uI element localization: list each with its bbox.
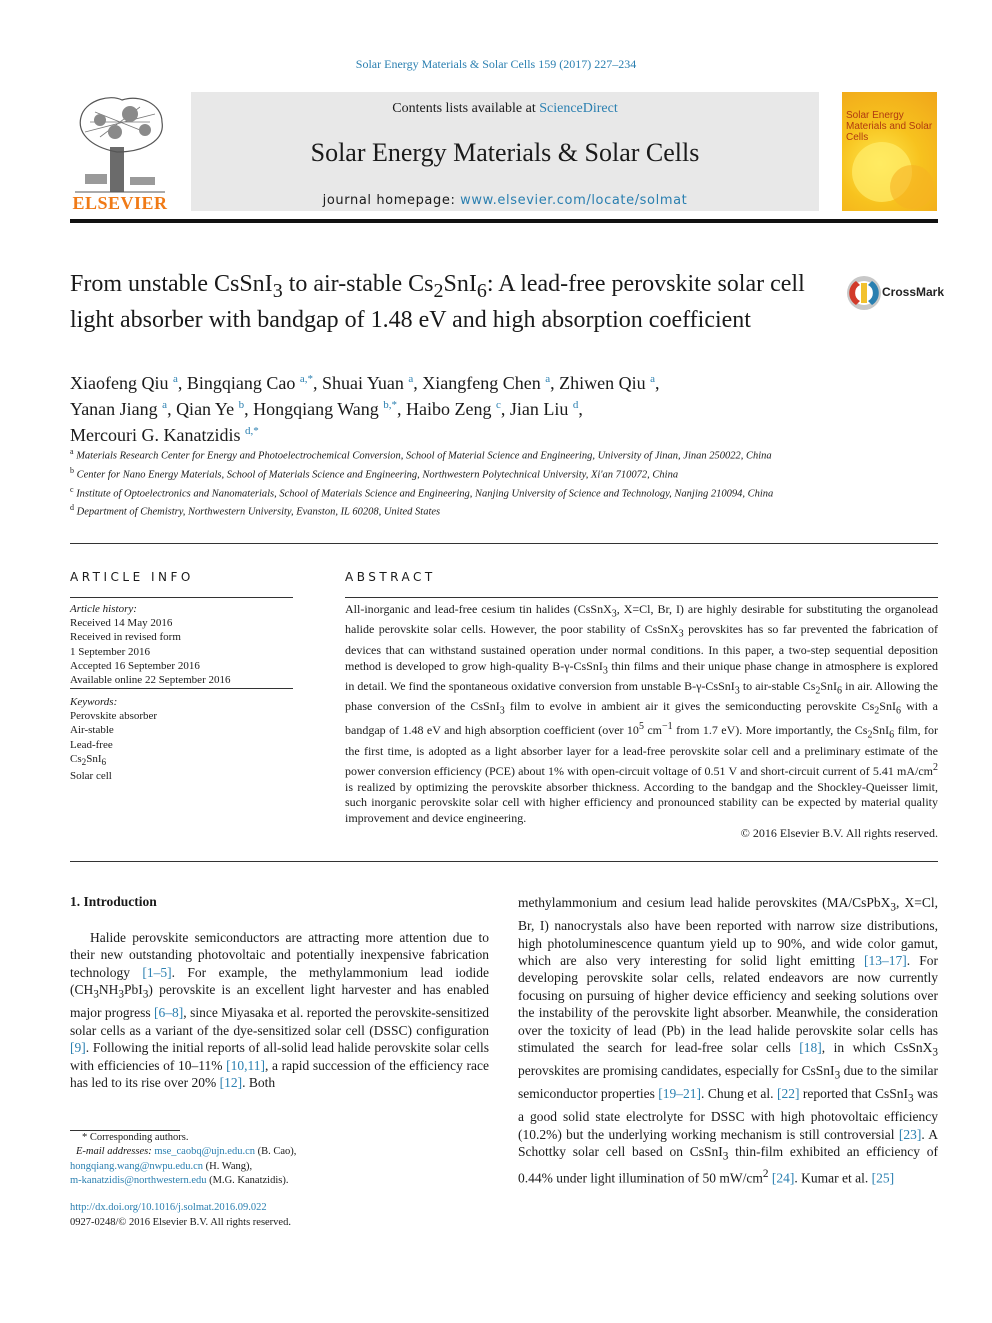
affiliation: [70, 483, 830, 502]
author-separator: ,: [397, 399, 407, 419]
keyword: Lead-free: [70, 738, 113, 751]
issn-line: 0927-0248/© 2016 Elsevier B.V. All rights reserved.: [70, 1217, 291, 1228]
author-separator: ,: [413, 373, 423, 393]
history-item: Received in revised form: [70, 631, 181, 644]
author-name[interactable]: Haibo Zeng: [406, 399, 492, 419]
keywords: [70, 695, 300, 783]
history-item: Accepted 16 September 2016: [70, 659, 200, 672]
doi-link[interactable]: http://dx.doi.org/10.1016/j.solmat.2016.09.022: [70, 1202, 267, 1213]
author-separator: ,: [578, 399, 583, 419]
keyword: Solar cell: [70, 770, 112, 783]
author-affiliation-mark[interactable]: d: [572, 399, 579, 411]
footnotes: [70, 1131, 490, 1189]
author-affiliation-mark[interactable]: a: [162, 399, 168, 411]
journal-homepage-link[interactable]: www.elsevier.com/locate/solmat: [460, 193, 688, 208]
abstract-divider: [345, 597, 938, 598]
email-line: m-kanatzidis@northwestern.edu (M.G. Kanatzidis).: [70, 1175, 289, 1187]
title-part: SnI: [443, 271, 477, 297]
author-name[interactable]: Xiaofeng Qiu: [70, 373, 169, 393]
author-affiliation-mark[interactable]: a,*: [299, 373, 314, 385]
contents-prefix: Contents lists available at: [392, 101, 540, 116]
keywords-divider: [70, 688, 293, 689]
affiliation-mark: b: [70, 465, 74, 475]
citation-link[interactable]: [23]: [898, 1126, 922, 1142]
author-name[interactable]: Qian Ye: [176, 399, 235, 419]
author-name[interactable]: Zhiwen Qiu: [559, 373, 646, 393]
citation-link[interactable]: [13–17]: [864, 952, 907, 968]
author-affiliation-mark[interactable]: a: [408, 373, 414, 385]
keyword: Air-stable: [70, 724, 114, 737]
citation-link[interactable]: [25]: [871, 1170, 895, 1186]
author-affiliation-mark[interactable]: a: [172, 373, 178, 385]
homepage-line: [191, 193, 819, 208]
author-affiliation-mark[interactable]: d,*: [244, 425, 259, 437]
email-line: hongqiang.wang@nwpu.edu.cn (H. Wang),: [70, 1160, 253, 1172]
citation-link[interactable]: [1–5]: [142, 964, 172, 980]
affiliation: [70, 501, 830, 520]
history-item: 1 September 2016: [70, 645, 151, 658]
author-separator: ,: [167, 399, 177, 419]
citation-link[interactable]: [22]: [776, 1086, 800, 1102]
affiliation: [70, 445, 830, 464]
abstract-copyright: © 2016 Elsevier B.V. All rights reserved.: [740, 826, 938, 840]
affiliation-mark: a: [70, 447, 74, 456]
author-affiliation-mark[interactable]: a: [650, 373, 655, 385]
title-part: From unstable CsSnI: [70, 271, 273, 297]
author-separator: ,: [244, 399, 254, 419]
keyword-subscript: 2: [81, 757, 87, 767]
title-part: to air-stable Cs: [282, 271, 434, 297]
homepage-prefix: journal homepage:: [322, 193, 461, 208]
citation-link[interactable]: [9]: [70, 1040, 86, 1056]
author-affiliation-mark[interactable]: b: [238, 399, 245, 411]
history-item: Received 14 May 2016: [70, 617, 173, 630]
header-divider: [70, 219, 938, 223]
title-part: : A lead-free perovskite solar cell light absorber with bandgap of 1.48 eV and high absorption coefficient: [70, 271, 805, 333]
author-name[interactable]: Mercouri G. Kanatzidis: [70, 425, 241, 445]
affiliation-mark: d: [70, 503, 74, 513]
citation-link[interactable]: [6–8]: [154, 1005, 184, 1021]
affiliation-text: Institute of Optoelectronics and Nanomaterials, School of Materials Science and Engineering, Nanjing University of Science and Technology, Nanjing 210094, China: [76, 488, 774, 500]
article-info-heading: ARTICLE INFO: [70, 570, 194, 584]
journal-name: Solar Energy Materials & Solar Cells: [310, 138, 700, 167]
author-name[interactable]: Yanan Jiang: [70, 399, 158, 419]
author-name[interactable]: Xiangfeng Chen: [422, 373, 541, 393]
citation-link[interactable]: [10,11]: [226, 1057, 265, 1073]
email-line: E-mail addresses: mse_caobq@ujn.edu.cn (B. Cao),: [76, 1146, 297, 1158]
journal-reference[interactable]: Solar Energy Materials & Solar Cells 159 (2017) 227–234: [355, 57, 637, 71]
author-list: [70, 368, 870, 446]
keyword: Perovskite absorber: [70, 710, 158, 723]
citation-link[interactable]: [12]: [219, 1074, 243, 1090]
author-affiliation-mark[interactable]: a: [545, 373, 551, 385]
title-subscript: 2: [433, 279, 444, 302]
corresponding-note: * Corresponding authors.: [82, 1132, 189, 1143]
citation-link[interactable]: [24]: [771, 1170, 795, 1186]
abstract-heading: ABSTRACT: [345, 570, 436, 584]
author-affiliation-mark[interactable]: b,*: [383, 399, 398, 411]
introduction-heading: 1. Introduction: [70, 894, 157, 909]
keyword-part: SnI: [86, 752, 102, 765]
sciencedirect-link[interactable]: ScienceDirect: [539, 101, 618, 116]
abstract-end-divider: [70, 861, 938, 862]
affiliation-text: Center for Nano Energy Materials, School of Materials Science and Engineering, Northwestern Polytechnical University, Xi'an 710072, China: [76, 469, 679, 481]
citation-link[interactable]: [19–21]: [658, 1086, 702, 1102]
email-link[interactable]: mse_caobq@ujn.edu.cn: [154, 1146, 256, 1158]
abstract-text: All-inorganic and lead-free cesium tin halides (CsSnX$_3$, X=Cl, Br, I) are highly desirable for substituting the organolead halide perovskite solar cells. However, the poor stability of CsSnX$_3$ perovskites has so far prevented the fabrication of devices that can withstand sustained operation under normal conditions. In this paper, a two-step sequential deposition method is developed to grow high-quality B-γ-CsSnI$_3$ thin films and their unique phase change in atmosphere is explored in detail. We find the spontaneous oxidative conversion from unstable B-γ-CsSnI$_3$ to air-stable $Cs_2SnI_6$ in air. Allowing the phase conversion of the CsSnI$_3$ film to evolve in ambient air it gives the semiconducting perovskite $Cs_2SnI_6$ with a bandgap of 1.48 eV and high absorption coefficient (over $10^5$ $cm^{-1}$ from 1.7 eV). More importantly, the $Cs_2SnI_6$ film, for the first time, is adopted as a light absorber layer for a lead-free perovskite solar cell and a preliminary estimate of the power conversion efficiency (PCE) about 1% with open-circuit voltage of 0.51 V and short-circuit current of 5.41 $mA/cm^2$ is realized by optimizing the perovskite absorber thickness. According to the bandgap and the Shockley-Queisser limit, such inorganic perovskite solar cell with higher efficiency and pronounced stability can be expected by material quality improvement and device engineering.: [345, 602, 939, 826]
author-separator: ,: [654, 373, 660, 393]
affiliation-mark: c: [70, 484, 74, 494]
title-subscript: 3: [272, 279, 283, 302]
author-separator: ,: [313, 373, 323, 393]
keyword-subscript: 6: [101, 757, 107, 767]
author-separator: ,: [550, 373, 560, 393]
affiliation-text: Department of Chemistry, Northwestern University, Evanston, IL 60208, United States: [76, 506, 441, 518]
author-separator: ,: [500, 399, 510, 419]
author-name[interactable]: Jian Liu: [509, 399, 569, 419]
article-info-divider: [70, 597, 293, 598]
contents-line: [191, 101, 819, 117]
author-name[interactable]: Hongqiang Wang: [253, 399, 379, 419]
crossmark-label[interactable]: CrossMark: [882, 285, 945, 299]
keyword: [70, 752, 300, 769]
keywords-label: Keywords:: [70, 696, 118, 708]
author-name[interactable]: Shuai Yuan: [322, 373, 404, 393]
publisher-logo-text: ELSEVIER: [72, 193, 168, 213]
email-link[interactable]: m-kanatzidis@northwestern.edu: [70, 1175, 207, 1187]
cover-title: Solar Energy Materials and Solar Cells: [846, 110, 933, 143]
title-divider: [70, 543, 938, 544]
crossmark-icon[interactable]: [846, 275, 882, 311]
citation-link[interactable]: [18]: [799, 1039, 822, 1055]
author-separator: ,: [177, 373, 187, 393]
author-affiliation-mark[interactable]: c: [496, 399, 501, 411]
keyword-part: Cs: [70, 752, 82, 765]
intro-paragraph-right: methylammonium and cesium lead halide perovskites (MA/CsPbX$_3$, X=Cl, Br, I) nanocrystals also have been reported with narrow size distributions, high photoluminescence quantum yield up to 90%, and wide color gamut, which are also very interesting for solid light emitting [13–17]. For developing perovskite solar cells, related endeavors are now currently focusing on pursuing of higher device efficiency and seeking solutions over the instability of the perovskite light absorber. Meanwhile, the consideration over the toxicity of lead (Pb) in the lead halide perovskite solar cells has stimulated the search for lead-free solar cells [18], in which CsSnX$_3$ perovskites are promising candidates, especially for CsSnI$_3$ due to the similar semiconductor properties [19–21]. Chung et al. [22] reported that CsSnI$_3$ was a good solid state electrolyte for DSSC with high photovoltaic efficiency (10.2%) but the underlying working mechanism is still controversial [23]. A Schottky solar cell based on CsSnI$_3$ thin-film exhibited an efficiency of 0.44% under light illumination of 50 $mW/cm^2$ [24]. Kumar et al. [25]: [518, 895, 939, 1186]
affiliation: [70, 464, 830, 483]
history-item: Available online 22 September 2016: [70, 674, 231, 687]
affiliation-list: [70, 445, 830, 520]
author-name[interactable]: Bingqiang Cao: [186, 373, 296, 393]
email-link[interactable]: hongqiang.wang@nwpu.edu.cn: [70, 1160, 204, 1172]
paper-title: [70, 270, 840, 335]
article-history: [70, 602, 300, 687]
affiliation-text: Materials Research Center for Energy and Photoelectrochemical Conversion, School of Material Science and Engineering, University of Jinan, Jinan 250022, China: [76, 450, 772, 462]
title-subscript: 6: [476, 279, 487, 302]
intro-paragraph-left: Halide perovskite semiconductors are attracting more attention due to their new outstanding photovoltaic and potentially inexpensive fabrication technology [1–5]. For example, the methylammonium lead iodide $(CH_3NH_3PbI_3)$ perovskite is an excellent light harvester and has enabled major progress [6–8], since Miyasaka et al. reported the perovskite-sensitized solar cells as a variant of the dye-sensitized solar cell (DSSC) configuration [9]. Following the initial reports of all-solid lead halide perovskite solar cells with efficiencies of 10–11% [10,11], a rapid succession of the efficiency race has led to its rise over 20% [12]. Both: [70, 930, 489, 1090]
history-label: Article history:: [70, 603, 137, 615]
